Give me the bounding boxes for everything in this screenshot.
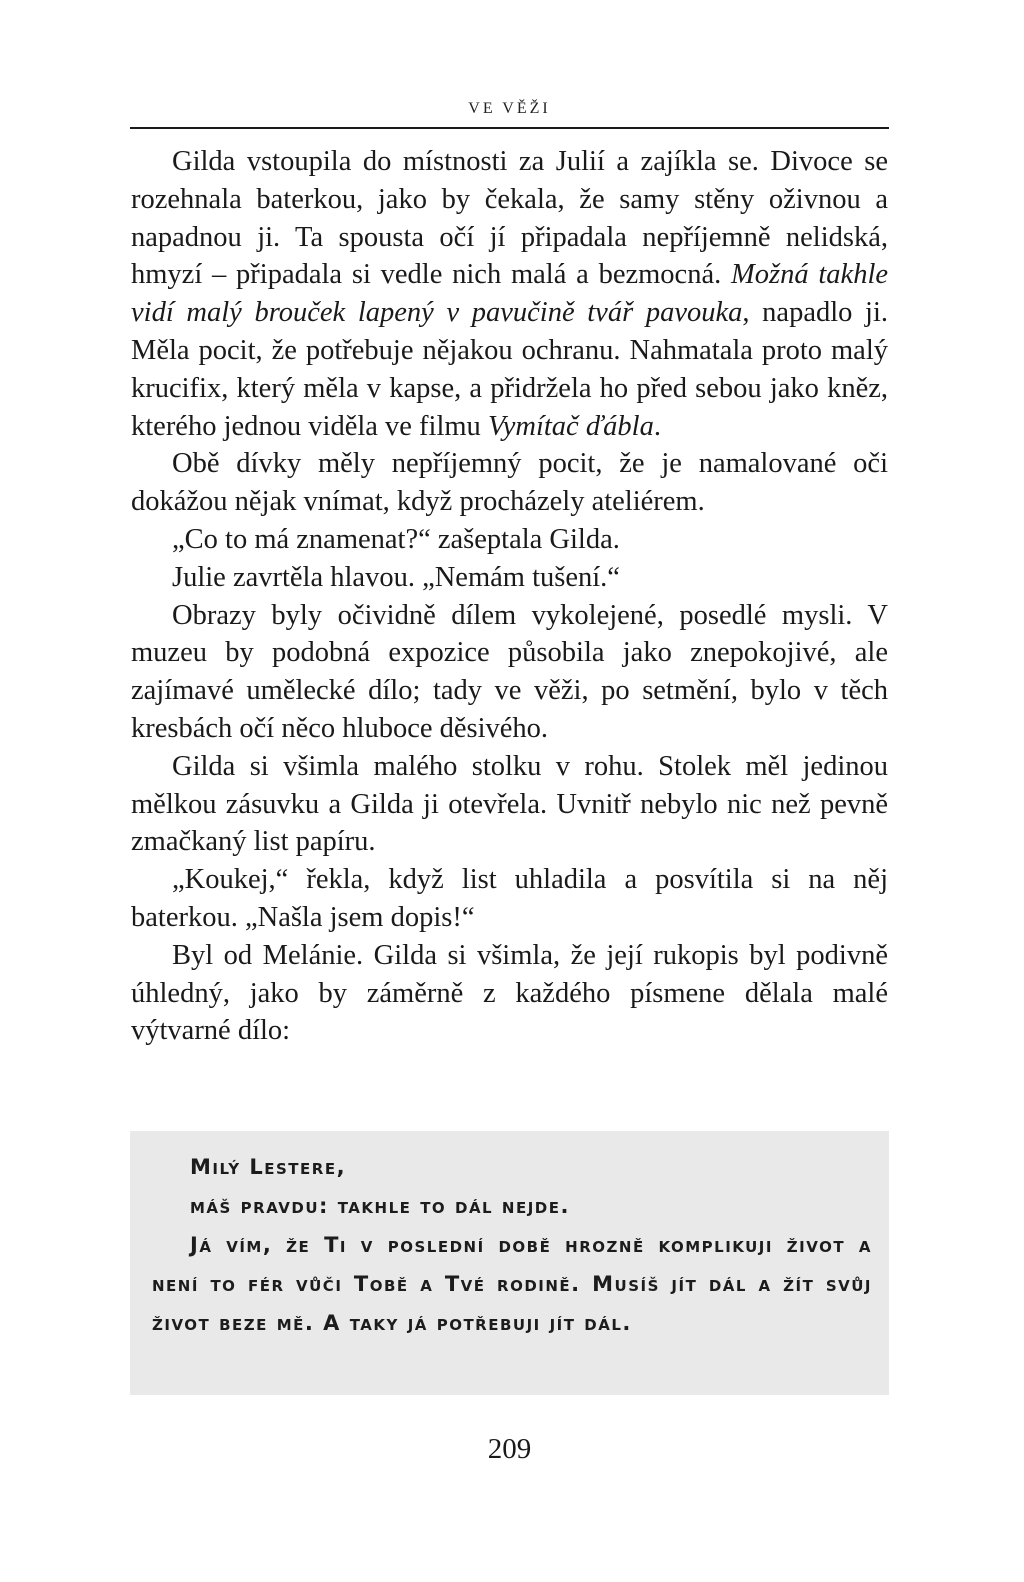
paragraph: „Koukej,“ řekla, když list uhladila a posvítila si na něj baterkou. „Našla jsem dopis!“	[131, 864, 888, 933]
paragraph: Obě dívky měly nepříjemný pocit, že je namalované oči dokážou nějak vnímat, když procházely ateliérem.	[131, 448, 888, 518]
letter-greeting: Milý Lestere,	[190, 1155, 347, 1179]
italic-thought: Možná takhle vidí malý brouček lapený v pavučině tvář pavouka	[131, 259, 889, 329]
page-number: 209	[487, 1433, 532, 1465]
body-text	[131, 143, 888, 1050]
paragraph: Obrazy byly očividně dílem vykolejené, posedlé mysli. V muzeu by podobná expozice působila jako znepokojivé, ale zajímavé umělecké dílo; tady ve věži, po setmění, bylo v těch kresbách očí něco hluboce děsivého.	[131, 599, 888, 744]
paragraph: Julie zavrtěla hlavou. „Nemám tušení.“	[172, 561, 620, 593]
paragraph-text: Gilda vstoupila do místnosti za Julií a zajíkla se. Divoce se rozehnala baterkou, jako by čekala, že samy stěny oživnou a napadnou ji. Ta spousta očí jí připadala nepříjemně nelidská, hmyzí – připadala si vedle nich malá a bezmocná.	[131, 146, 888, 291]
paragraph	[131, 143, 888, 445]
paragraph: Gilda si všimla malého stolku v rohu. Stolek měl jedinou mělkou zásuvku a Gilda ji otevřela. Uvnitř nebylo nic než pevně zmačkaný list papíru.	[131, 750, 888, 858]
paragraph-text: , napadlo ji. Měla pocit, že potřebuje nějakou ochranu. Nahmatala proto malý krucifix, který měla v kapse, a přidržela ho před sebou jako kněz, kterého jednou viděla ve filmu	[131, 297, 889, 442]
paragraph: Byl od Melánie. Gilda si všimla, že její rukopis byl podivně úhledný, jako by záměrně z každého písmene dělala malé výtvarné dílo:	[131, 939, 888, 1047]
header-rule	[130, 127, 889, 129]
film-title: Vymítač ďábla	[487, 410, 654, 442]
paragraph: „Co to má znamenat?“ zašeptala Gilda.	[172, 523, 620, 555]
letter-line: máš pravdu: takhle to dál nejde.	[190, 1194, 570, 1218]
letter	[152, 1148, 872, 1343]
running-head: VE VĚŽI	[468, 100, 551, 117]
letter-paragraph: Já vím, že Ti v poslední době hrozně komplikuji život a není to fér vůči Tobě a Tvé rodině. Musíš jít dál a žít svůj život beze mě. A taky já potřebuji jít dál.	[152, 1233, 872, 1335]
paragraph-text: .	[653, 410, 661, 442]
